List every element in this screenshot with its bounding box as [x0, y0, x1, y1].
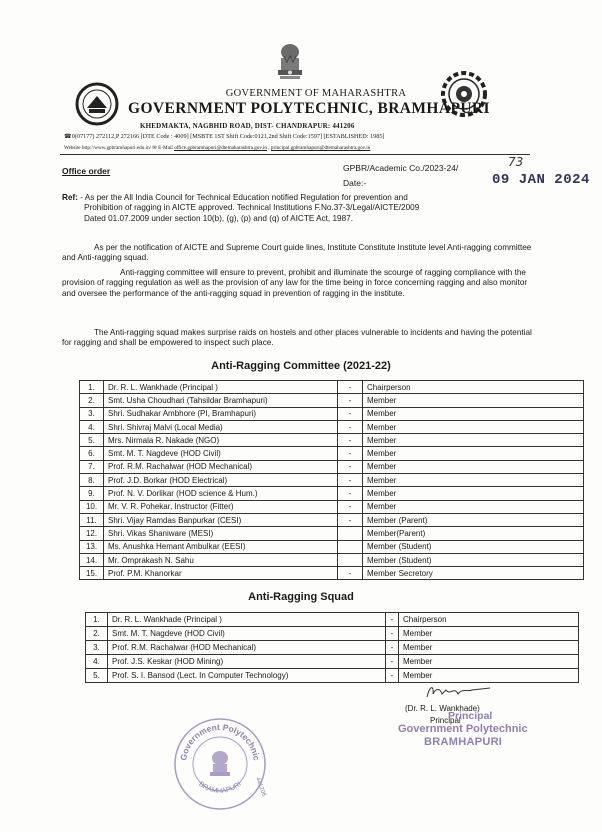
row-number: 8. — [80, 474, 104, 487]
stamp-institution: Government Polytechnic — [398, 723, 528, 735]
member-name: Ms. Anushka Hemant Ambulkar (EESI) — [104, 540, 338, 553]
member-name: Mr. Omprakash N. Sahu — [104, 553, 338, 566]
row-dash — [338, 553, 363, 566]
committee-title: Anti-Ragging Committee (2021-22) — [211, 360, 391, 372]
date-stamp: 09 JAN 2024 — [492, 172, 590, 188]
row-number: 7. — [80, 460, 104, 473]
paragraph-committee-duties: Anti-ragging committee will ensure to prevent, prohibit and illuminate the scourge of ragging compliance with the provision of ragging regulation as well as the provision of any law for the time being in force concerning ragging and also monitor and oversee the performance of the anti-ragging squad in prevention of ragging in the institute. — [62, 268, 528, 298]
member-role: Member(Parent) — [363, 527, 584, 540]
row-number: 1. — [86, 613, 108, 627]
svg-text:BRAMHAPURI — [197, 781, 242, 795]
member-role: Member — [363, 500, 584, 513]
member-role: Member — [399, 627, 579, 641]
table-row — [80, 381, 584, 394]
table-row — [80, 487, 584, 500]
college-address: KHEDMAKTA, NAGBHID ROAD, DIST- CHANDRAPUR: 441206 — [140, 122, 355, 130]
government-line: GOVERNMENT OF MAHARASHTRA — [225, 88, 407, 99]
member-role: Chairperson — [399, 613, 579, 627]
paragraph-squad-duties: The Anti-ragging squad makes surprise raids on hostels and other places vulnerable to incidents and having the potential for ragging and shall be empowered to inspect such place. — [62, 328, 532, 348]
member-role: Member — [399, 655, 579, 669]
reference-paragraph — [62, 193, 532, 224]
table-row — [80, 513, 584, 526]
member-role: Member — [399, 669, 579, 683]
row-number: 15. — [80, 567, 104, 580]
member-role: Member (Student) — [363, 553, 584, 566]
member-name: Shri. Shivraj Malvi (Local Media) — [104, 420, 338, 433]
table-row — [86, 613, 579, 627]
member-name: Prof. R.M. Rachalwar (HOD Mechanical) — [104, 460, 338, 473]
member-name: Smt. M. T. Nagdeve (HOD Civil) — [108, 627, 386, 641]
table-row — [80, 567, 584, 580]
college-name: GOVERNMENT POLYTECHNIC, BRAMHAPURI — [128, 100, 490, 117]
table-row — [80, 474, 584, 487]
signatory-name: (Dr. R. L. Wankhade) — [405, 704, 480, 713]
member-role: Member (Parent) — [363, 513, 584, 526]
committee-table — [79, 380, 584, 580]
table-row — [80, 540, 584, 553]
row-dash: - — [338, 513, 363, 526]
row-dash — [338, 540, 363, 553]
row-dash: - — [338, 474, 363, 487]
table-row — [86, 655, 579, 669]
member-role: Member — [363, 420, 584, 433]
member-name: Prof. J.S. Keskar (HOD Mining) — [108, 655, 386, 669]
table-row — [80, 527, 584, 540]
seal-city: BRAMHAPURI — [197, 780, 243, 795]
row-dash: - — [338, 434, 363, 447]
contact-line: ☎0(07177) 272112,P 272166 [DTE Code : 4009] [MSBTE 1ST Shift Code:0121,2nd Shift Code:1597] [ESTABLISHED: 1985] — [64, 133, 385, 140]
member-name: Prof. J.D. Borkar (HOD Electrical) — [104, 474, 338, 487]
member-role: Member — [363, 447, 584, 460]
row-dash: - — [386, 613, 399, 627]
member-role: Member Secretory — [363, 567, 584, 580]
national-emblem-icon — [270, 42, 310, 84]
member-role: Member — [363, 394, 584, 407]
principal-email-link[interactable]: principal.gpbramhapuri@dtemaharashtra.gov.in — [270, 145, 371, 151]
website-text: Website http://www.gpbramhapuri.edu.in/ ✉ E-Mail — [64, 145, 175, 151]
table-row — [80, 420, 584, 433]
row-dash: - — [338, 460, 363, 473]
office-order-title: Office order — [62, 166, 111, 176]
row-number: 11. — [80, 513, 104, 526]
row-number: 2. — [80, 394, 104, 407]
member-name: Dr. R. L. Wankhade (Principal ) — [108, 613, 386, 627]
member-role: Member — [399, 641, 579, 655]
member-name: Prof. R.M. Rachalwar (HOD Mechanical) — [108, 641, 386, 655]
member-role: Member — [363, 407, 584, 420]
row-dash: - — [338, 420, 363, 433]
date-label: Date:- — [343, 178, 367, 188]
member-name: Mrs. Nirmala R. Nakade (NGO) — [104, 434, 338, 447]
member-name: Prof. S. I. Bansod (Lect. In Computer Technology) — [108, 669, 386, 683]
row-number: 10. — [80, 500, 104, 513]
row-number: 14. — [80, 553, 104, 566]
squad-table — [85, 612, 579, 683]
row-dash: - — [338, 567, 363, 580]
row-dash: - — [338, 500, 363, 513]
member-role: Member — [363, 487, 584, 500]
reference-number: GPBR/Academic Co./2023-24/ — [343, 163, 459, 173]
squad-title: Anti-Ragging Squad — [248, 591, 354, 603]
row-dash — [338, 527, 363, 540]
member-name: Shri. Sudhakar Ambhore (PI, Bramhapuri) — [104, 407, 338, 420]
institute-seal-icon — [172, 716, 268, 812]
member-name: Mr. V. R. Pohekar, Instructor (Fitter) — [104, 500, 338, 513]
row-dash: - — [338, 487, 363, 500]
row-dash: - — [386, 655, 399, 669]
table-row — [80, 553, 584, 566]
ref-label: Ref: — [62, 193, 81, 202]
letterhead-divider — [60, 154, 530, 155]
row-dash: - — [338, 447, 363, 460]
row-dash: - — [386, 627, 399, 641]
row-number: 9. — [80, 487, 104, 500]
row-dash: - — [386, 669, 399, 683]
signature-icon — [424, 682, 494, 702]
member-role: Member (Student) — [363, 540, 584, 553]
row-dash: - — [386, 641, 399, 655]
row-number: 3. — [86, 641, 108, 655]
table-row — [80, 460, 584, 473]
table-row — [80, 407, 584, 420]
row-number: 13. — [80, 540, 104, 553]
member-name: Shri. Vijay Ramdas Banpurkar (CESI) — [104, 513, 338, 526]
member-name: Prof. P.M. Khanorkar — [104, 567, 338, 580]
stamp-principal: Principal — [448, 710, 493, 722]
member-name: Prof. N. V. Dorlikar (HOD science & Hum.) — [104, 487, 338, 500]
handwritten-number: 73 — [508, 155, 524, 169]
ref-line-1: - As per the All India Council for Technical Education notified Regulation for prevention and — [80, 193, 408, 202]
member-name: Smt. M. T. Nagdeve (HOD Civil) — [104, 447, 338, 460]
ref-line-2: Prohibition of ragging in AICTE approved. Technical Institutions F.No.37-3/Legal/AICTE/2009 — [84, 203, 420, 213]
email-separator: , — [267, 145, 271, 151]
signatory-role: Principal — [430, 716, 461, 725]
website-line — [64, 145, 370, 151]
member-role: Chairperson — [363, 381, 584, 394]
member-role: Member — [363, 460, 584, 473]
row-dash: - — [338, 407, 363, 420]
row-number: 5. — [86, 669, 108, 683]
row-number: 1. — [80, 381, 104, 394]
member-role: Member — [363, 434, 584, 447]
row-number: 5. — [80, 434, 104, 447]
stamp-city: BRAMHAPURI — [424, 736, 503, 748]
table-row — [86, 641, 579, 655]
ref-line-3: Dated 01.07.2009 under section 10(b), (g), (p) and (q) of AICTE Act, 1987. — [84, 213, 353, 223]
row-number: 3. — [80, 407, 104, 420]
table-row — [80, 500, 584, 513]
row-number: 4. — [86, 655, 108, 669]
member-name: Shri. Vikas Shaniware (MESI) — [104, 527, 338, 540]
seal-text: Government Polytechnic — [178, 721, 262, 762]
member-role: Member — [363, 474, 584, 487]
seal-pin: 441206 — [254, 776, 267, 798]
row-number: 4. — [80, 420, 104, 433]
table-row — [80, 434, 584, 447]
table-row — [80, 447, 584, 460]
member-name: Smt. Usha Choudhari (Tahsildar Bramhapuri) — [104, 394, 338, 407]
paragraph-notification: As per the notification of AICTE and Supreme Court guide lines, Institute Constitute Institute level Anti-ragging committee and Anti-ragging squad. — [62, 243, 532, 263]
row-number: 2. — [86, 627, 108, 641]
table-row — [86, 627, 579, 641]
table-row — [86, 669, 579, 683]
member-name: Dr. R. L. Wankhade (Principal ) — [104, 381, 338, 394]
office-email-link[interactable]: office.gpbramhapuri@dtemaharashtra.gov.in — [174, 145, 267, 151]
table-row — [80, 394, 584, 407]
row-dash: - — [338, 381, 363, 394]
row-number: 6. — [80, 447, 104, 460]
row-dash: - — [338, 394, 363, 407]
row-number: 12. — [80, 527, 104, 540]
